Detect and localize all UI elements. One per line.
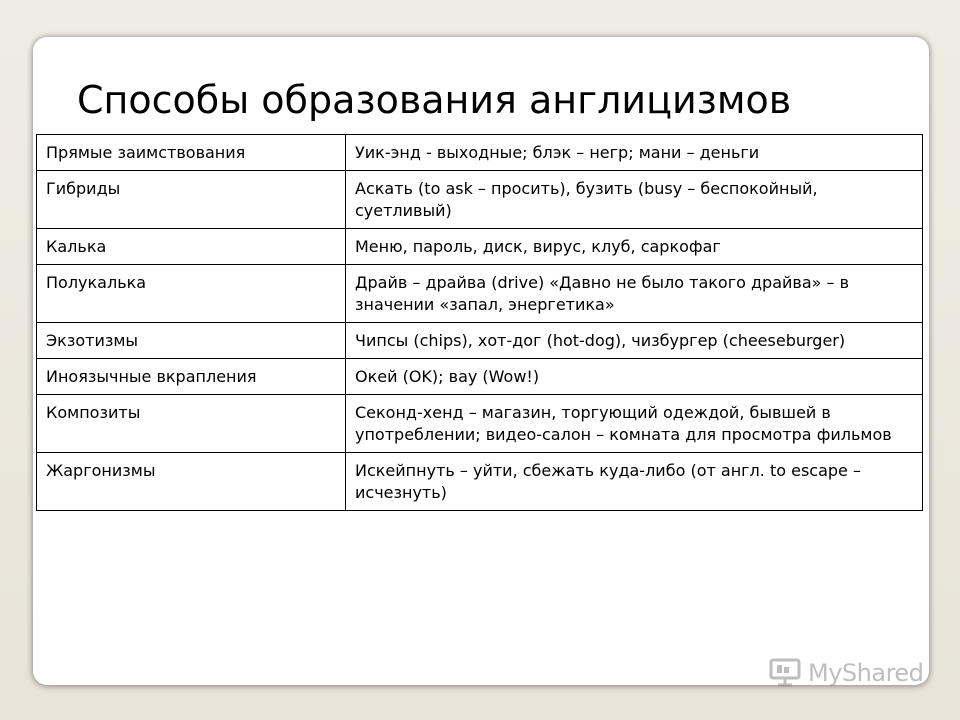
slide bbox=[33, 37, 929, 685]
examples-cell: Чипсы (chips), хот-дог (hot-dog), чизбургер (cheeseburger) bbox=[346, 323, 923, 359]
examples-cell: Аскать (to ask – просить), бузить (busy – беспокойный, суетливый) bbox=[346, 171, 923, 229]
term-cell: Калька bbox=[37, 229, 346, 265]
anglicisms-table bbox=[36, 134, 923, 511]
term-cell: Полукалька bbox=[37, 265, 346, 323]
table-row bbox=[37, 359, 923, 395]
examples-cell: Окей (OK); вау (Wow!) bbox=[346, 359, 923, 395]
table-row bbox=[37, 395, 923, 453]
examples-cell: Драйв – драйва (drive) «Давно не было такого драйва» – в значении «запал, энергетика» bbox=[346, 265, 923, 323]
table-row bbox=[37, 171, 923, 229]
table-row bbox=[37, 135, 923, 171]
myshared-watermark bbox=[768, 655, 923, 691]
examples-cell: Меню, пароль, диск, вирус, клуб, саркофаг bbox=[346, 229, 923, 265]
examples-cell: Искейпнуть – уйти, сбежать куда-либо (от англ. to escape – исчезнуть) bbox=[346, 453, 923, 511]
term-cell: Жаргонизмы bbox=[37, 453, 346, 511]
table-row bbox=[37, 323, 923, 359]
table-row bbox=[37, 453, 923, 511]
examples-cell: Секонд-хенд – магазин, торгующий одеждой, бывшей в употреблении; видео-салон – комната для просмотра фильмов bbox=[346, 395, 923, 453]
term-cell: Иноязычные вкрапления bbox=[37, 359, 346, 395]
term-cell: Композиты bbox=[37, 395, 346, 453]
term-cell: Гибриды bbox=[37, 171, 346, 229]
term-cell: Прямые заимствования bbox=[37, 135, 346, 171]
table-row bbox=[37, 229, 923, 265]
presentation-screen-icon bbox=[768, 658, 802, 688]
term-cell: Экзотизмы bbox=[37, 323, 346, 359]
table-row bbox=[37, 265, 923, 323]
examples-cell: Уик-энд - выходные; блэк – негр; мани – деньги bbox=[346, 135, 923, 171]
slide-title: Способы образования англицизмов bbox=[77, 78, 792, 122]
watermark-text: MyShared bbox=[808, 659, 924, 687]
